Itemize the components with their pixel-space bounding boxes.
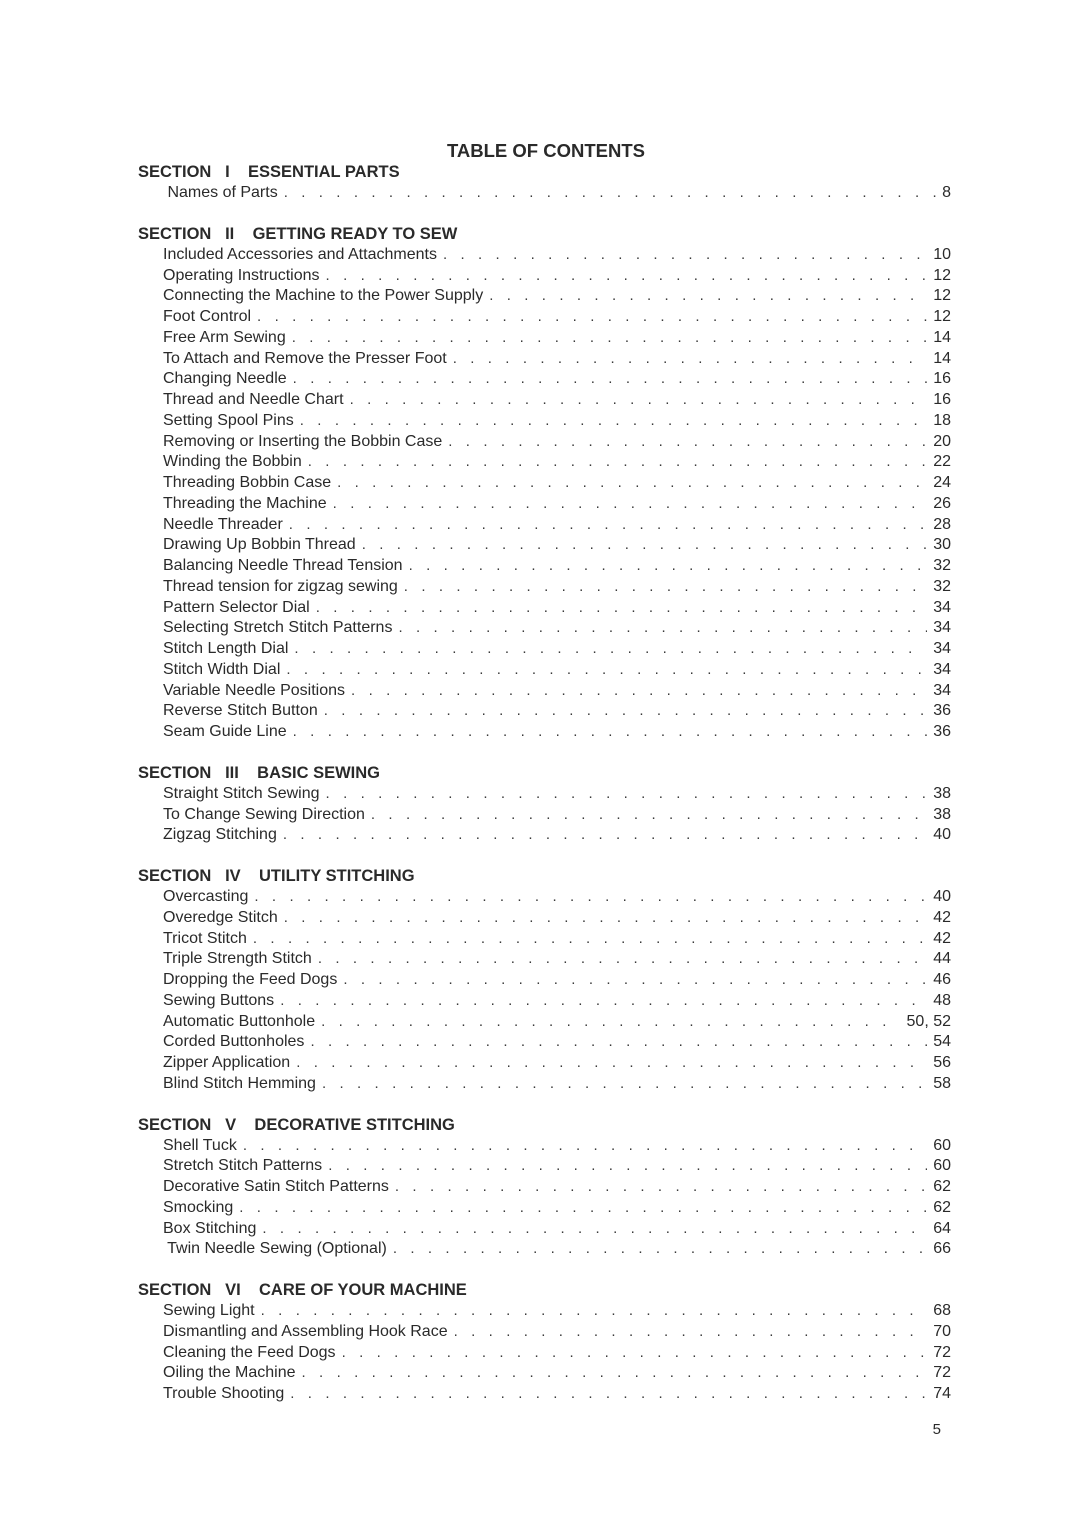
dot-leader: [284, 908, 927, 929]
entry-page-number: 66: [933, 1240, 951, 1258]
dot-leader: [362, 535, 928, 556]
entry-page-number: 48: [933, 991, 951, 1009]
dot-leader: [333, 494, 928, 515]
toc-entry: [138, 1053, 951, 1074]
dot-leader: [448, 432, 927, 453]
entry-title: Pattern Selector Dial: [163, 598, 310, 616]
section-heading: SECTION II GETTING READY TO SEW: [138, 224, 458, 243]
entry-title: Seam Guide Line: [163, 723, 287, 740]
toc-entry: [138, 929, 951, 950]
entry-title: Overedge Stitch: [163, 908, 278, 926]
entry-page-number: 12: [933, 287, 951, 305]
dot-leader: [283, 825, 927, 846]
toc-entry: [138, 1177, 951, 1198]
entry-page-number: 36: [933, 702, 951, 720]
dot-leader: [300, 411, 927, 432]
toc-entry: [138, 452, 951, 473]
dot-leader: [310, 1032, 927, 1053]
entry-page-number: 18: [933, 411, 951, 429]
dot-leader: [239, 1198, 927, 1219]
dot-leader: [453, 349, 928, 370]
entry-title: Reverse Stitch Button: [163, 702, 318, 720]
entry-title: Included Accessories and Attachments: [163, 245, 437, 263]
dot-leader: [296, 1053, 927, 1074]
entry-title: Threading the Machine: [163, 494, 327, 512]
entry-page-number: 38: [933, 805, 951, 823]
entry-page-number: 16: [933, 391, 951, 408]
entry-title: Selecting Stretch Stitch Patterns: [163, 619, 393, 637]
entry-title: To Change Sewing Direction: [163, 805, 365, 823]
entry-title: Automatic Buttonhole: [163, 1012, 316, 1030]
toc-entry: [138, 949, 951, 970]
entry-page-number: 14: [933, 328, 951, 346]
dot-leader: [321, 1012, 900, 1033]
entry-page-number: 28: [933, 515, 951, 533]
toc-entry: [138, 639, 951, 660]
dot-leader: [289, 515, 927, 536]
toc-section: [138, 763, 951, 846]
toc-entry: [138, 1156, 951, 1177]
entry-page-number: 38: [933, 784, 951, 802]
entry-page-number: 16: [933, 370, 951, 388]
dot-leader: [280, 991, 927, 1012]
toc-entry: [138, 266, 951, 287]
entry-title: Oiling the Machine: [163, 1364, 296, 1382]
toc-entry: [138, 556, 951, 577]
entry-page-number: 60: [933, 1157, 951, 1175]
dot-leader: [290, 1384, 927, 1405]
entry-page-number: 72: [933, 1343, 951, 1361]
toc-section: [138, 1280, 951, 1405]
entry-title: Foot Control: [163, 308, 252, 325]
entry-page-number: 8: [942, 184, 951, 201]
toc-entry: [138, 825, 951, 846]
entry-page-number: 64: [933, 1219, 951, 1237]
dot-leader: [292, 328, 927, 349]
toc-entry: [138, 245, 951, 266]
dot-leader: [454, 1322, 928, 1343]
entry-page-number: 24: [933, 474, 951, 491]
toc-entry: [138, 328, 951, 349]
entry-page-number: 50, 52: [906, 1012, 951, 1030]
dot-leader: [326, 784, 928, 805]
toc-entry: [138, 1012, 951, 1033]
entry-title: Decorative Satin Stitch Patterns: [163, 1178, 389, 1195]
section-heading: SECTION III BASIC SEWING: [138, 763, 381, 782]
entry-page-number: 36: [933, 723, 951, 740]
dot-leader: [254, 887, 927, 908]
entry-title: Removing or Inserting the Bobbin Case: [163, 432, 443, 450]
entry-page-number: 42: [933, 908, 951, 926]
entry-page-number: 34: [933, 598, 951, 616]
dot-leader: [253, 929, 927, 950]
entry-page-number: 58: [933, 1074, 951, 1092]
entry-page-number: 32: [933, 557, 951, 574]
toc-entry: [138, 1032, 951, 1053]
dot-leader: [322, 1074, 927, 1095]
entry-title: Threading Bobbin Case: [163, 474, 332, 491]
entry-title: Drawing Up Bobbin Thread: [163, 536, 356, 554]
dot-leader: [343, 970, 927, 991]
toc-entry: [138, 349, 951, 370]
toc-entry: [138, 1074, 951, 1095]
entry-page-number: 62: [933, 1178, 951, 1195]
entry-title: Shell Tuck: [163, 1136, 237, 1154]
toc-entry: [138, 535, 951, 556]
entry-page-number: 12: [933, 266, 951, 284]
entry-page-number: 34: [933, 681, 951, 699]
toc-entry: [138, 1322, 951, 1343]
entry-page-number: 12: [933, 308, 951, 325]
dot-leader: [404, 577, 927, 598]
entry-title: Setting Spool Pins: [163, 411, 294, 429]
entry-page-number: 56: [933, 1054, 951, 1071]
toc-entry: [138, 1301, 951, 1322]
entry-title: Overcasting: [163, 888, 249, 905]
entry-title: Names of Parts: [163, 184, 278, 201]
toc-entry: [138, 286, 951, 307]
entry-title: Corded Buttonholes: [163, 1033, 305, 1051]
entry-title: Sewing Buttons: [163, 991, 275, 1009]
toc-entry: [138, 722, 951, 743]
entry-title: Winding the Bobbin: [163, 453, 302, 471]
page-title: TABLE OF CONTENTS: [446, 140, 645, 161]
entry-title: Triple Strength Stitch: [163, 950, 312, 968]
entry-title: Connecting the Machine to the Power Supply: [163, 287, 484, 305]
toc-entry: [138, 1198, 951, 1219]
entry-page-number: 14: [933, 349, 951, 367]
entry-title: Cleaning the Feed Dogs: [163, 1343, 336, 1361]
dot-leader: [398, 618, 927, 639]
dot-leader: [261, 1301, 928, 1322]
entry-title: Free Arm Sewing: [163, 328, 286, 346]
entry-title: Twin Needle Sewing (Optional): [163, 1240, 387, 1258]
entry-title: Sewing Light: [163, 1302, 255, 1319]
entry-title: Needle Threader: [163, 515, 283, 533]
entry-title: Straight Stitch Sewing: [163, 784, 320, 802]
toc-section: [138, 224, 951, 743]
entry-page-number: 72: [933, 1364, 951, 1382]
entry-page-number: 10: [933, 245, 951, 263]
entry-page-number: 70: [933, 1322, 951, 1340]
dot-leader: [489, 286, 927, 307]
toc-entry: [138, 991, 951, 1012]
entry-title: Tricot Stitch: [163, 929, 247, 947]
toc-entry: [138, 369, 951, 390]
entry-title: Operating Instructions: [163, 266, 320, 284]
toc-entry: [138, 473, 951, 494]
entry-title: To Attach and Remove the Presser Foot: [163, 349, 447, 367]
entry-title: Variable Needle Positions: [163, 681, 346, 699]
dot-leader: [284, 183, 936, 204]
toc-entry: [138, 784, 951, 805]
toc-entry: [138, 887, 951, 908]
entry-title: Stretch Stitch Patterns: [163, 1157, 323, 1175]
dot-leader: [371, 805, 927, 826]
entry-page-number: 44: [933, 950, 951, 968]
entry-page-number: 40: [933, 826, 951, 844]
entry-title: Smocking: [163, 1198, 234, 1216]
dot-leader: [302, 1363, 928, 1384]
toc-entry: [138, 390, 951, 411]
entry-page-number: 62: [933, 1198, 951, 1216]
entry-page-number: 42: [933, 929, 951, 947]
toc-entry: [138, 681, 951, 702]
toc-entry: [138, 908, 951, 929]
toc-entry: [138, 183, 951, 204]
entry-title: Blind Stitch Hemming: [163, 1074, 316, 1092]
dot-leader: [294, 639, 927, 660]
dot-leader: [393, 1239, 927, 1260]
entry-title: Box Stitching: [163, 1219, 257, 1237]
toc-entry: [138, 515, 951, 536]
entry-title: Stitch Width Dial: [163, 660, 281, 678]
toc-section: [138, 162, 951, 204]
dot-leader: [243, 1136, 927, 1157]
toc-section: [138, 1115, 951, 1261]
toc-entry: [138, 432, 951, 453]
entry-page-number: 34: [933, 660, 951, 678]
dot-leader: [328, 1156, 927, 1177]
toc-entry: [138, 411, 951, 432]
entry-page-number: 32: [933, 577, 951, 595]
toc-entry: [138, 618, 951, 639]
toc-entry: [138, 577, 951, 598]
dot-leader: [326, 266, 928, 287]
toc-entry: [138, 660, 951, 681]
dot-leader: [342, 1343, 928, 1364]
section-heading: SECTION V DECORATIVE STITCHING: [138, 1115, 455, 1134]
dot-leader: [324, 701, 927, 722]
entry-title: Zigzag Stitching: [163, 826, 277, 844]
dot-leader: [293, 369, 928, 390]
dot-leader: [316, 598, 927, 619]
entry-title: Zipper Application: [163, 1054, 291, 1071]
dot-leader: [395, 1177, 927, 1198]
entry-title: Dismantling and Assembling Hook Race: [163, 1322, 448, 1340]
entry-page-number: 20: [933, 432, 951, 450]
entry-page-number: 54: [933, 1033, 951, 1051]
dot-leader: [443, 245, 927, 266]
toc-entry: [138, 1363, 951, 1384]
toc-entry: [138, 805, 951, 826]
dot-leader: [293, 722, 928, 743]
toc-entry: [138, 1219, 951, 1240]
dot-leader: [286, 660, 927, 681]
entry-title: Thread tension for zigzag sewing: [163, 577, 398, 595]
toc-entry: [138, 598, 951, 619]
dot-leader: [262, 1219, 927, 1240]
section-heading: SECTION IV UTILITY STITCHING: [138, 867, 415, 885]
entry-title: Stitch Length Dial: [163, 640, 289, 657]
dot-leader: [350, 390, 928, 411]
toc-entry: [138, 307, 951, 328]
toc-entry: [138, 1343, 951, 1364]
dot-leader: [318, 949, 927, 970]
entry-page-number: 46: [933, 971, 951, 988]
dot-leader: [257, 307, 927, 328]
section-heading: SECTION I ESSENTIAL PARTS: [138, 163, 400, 181]
dot-leader: [308, 452, 927, 473]
entry-title: Trouble Shooting: [163, 1385, 285, 1402]
toc-entry: [138, 970, 951, 991]
section-heading: SECTION VI CARE OF YOUR MACHINE: [138, 1281, 467, 1299]
entry-page-number: 30: [933, 536, 951, 554]
entry-page-number: 34: [933, 640, 951, 657]
entry-title: Balancing Needle Thread Tension: [163, 557, 403, 574]
toc-section: [138, 866, 951, 1095]
page-number: 5: [932, 1421, 941, 1438]
toc-entry: [138, 494, 951, 515]
dot-leader: [351, 681, 927, 702]
entry-page-number: 68: [933, 1302, 951, 1319]
entry-page-number: 26: [933, 494, 951, 512]
toc-entry: [138, 1239, 951, 1260]
entry-page-number: 34: [933, 619, 951, 637]
dot-leader: [337, 473, 927, 494]
entry-page-number: 22: [933, 453, 951, 471]
dot-leader: [409, 556, 928, 577]
entry-title: Changing Needle: [163, 370, 287, 388]
entry-title: Dropping the Feed Dogs: [163, 971, 338, 988]
toc-entry: [138, 1136, 951, 1157]
entry-page-number: 40: [933, 888, 951, 905]
entry-page-number: 60: [933, 1136, 951, 1154]
entry-page-number: 74: [933, 1385, 951, 1402]
entry-title: Thread and Needle Chart: [163, 391, 344, 408]
toc-entry: [138, 701, 951, 722]
table-of-contents: [138, 162, 951, 1425]
toc-entry: [138, 1384, 951, 1405]
